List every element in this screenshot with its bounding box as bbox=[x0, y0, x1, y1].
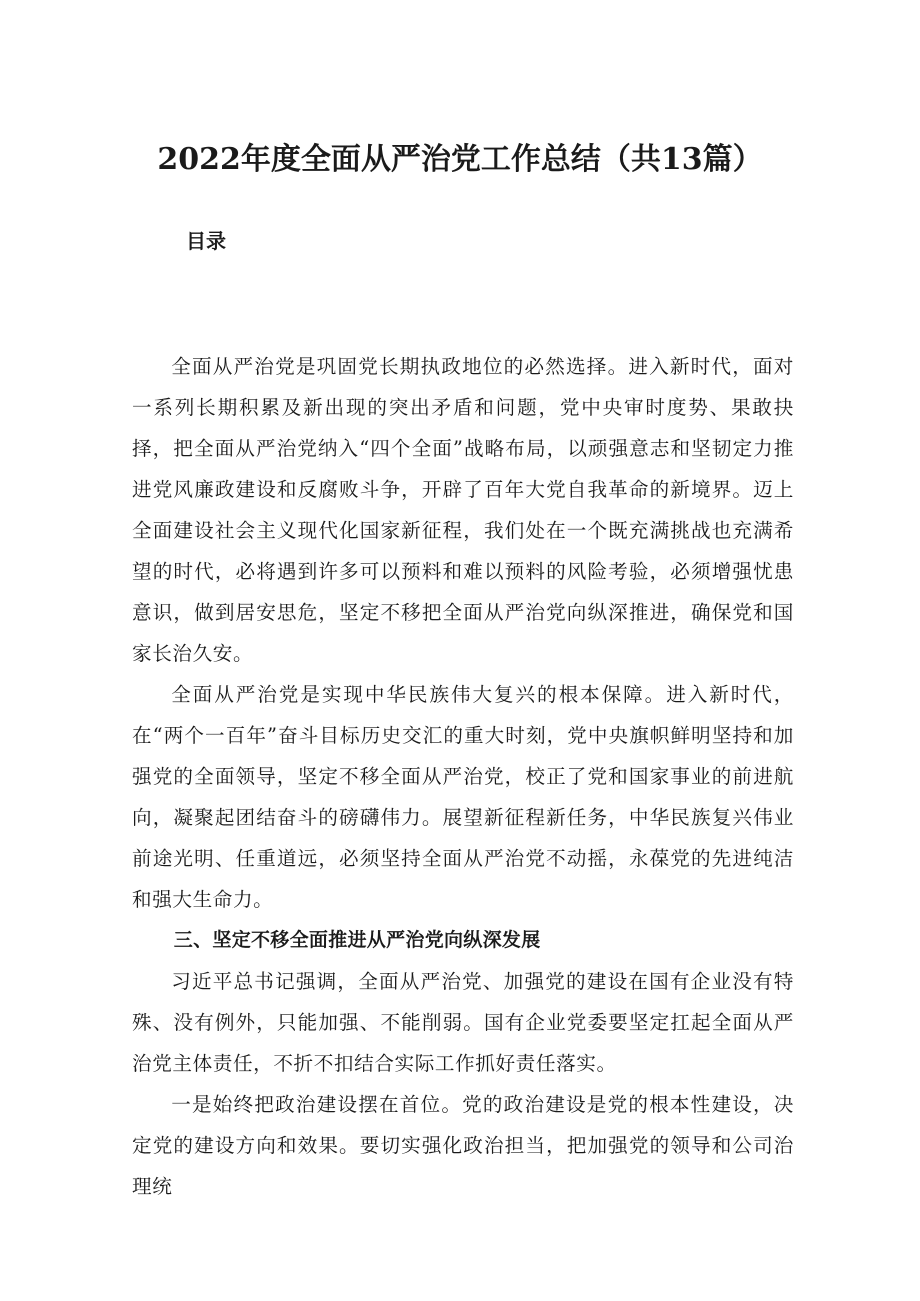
paragraph-2: 全面从严治党是实现中华民族伟大复兴的根本保障。进入新时代，在“两个一百年”奋斗目标历史交汇的重大时刻，党中央旗帜鲜明坚持和加强党的全面领导，坚定不移全面从严治党，校正了党和国家事业的前进航向，凝聚起团结奋斗的磅礴伟力。展望新征程新任务，中华民族复兴伟业前途光明、任重道远，必须坚持全面从严治党不动摇，永葆党的先进纯洁和强大生命力。 bbox=[132, 683, 794, 911]
toc-heading: 目录 bbox=[186, 229, 226, 253]
section-paragraph-2: 一是始终把政治建设摆在首位。党的政治建设是党的根本性建设，决定党的建设方向和效果。要切实强化政治担当，把加强党的领导和公司治理统 bbox=[132, 1093, 794, 1198]
section-paragraph-1: 习近平总书记强调，全面从严治党、加强党的建设在国有企业没有特殊、没有例外，只能加强、不能削弱。国有企业党委要坚定扛起全面从严治党主体责任，不折不扣结合实际工作抓好责任落实。 bbox=[132, 970, 794, 1075]
paragraph-1: 全面从严治党是巩固党长期执政地位的必然选择。进入新时代，面对一系列长期积累及新出现的突出矛盾和问题，党中央审时度势、果敢抉择，把全面从严治党纳入“四个全面”战略布局，以顽强意志和坚韧定力推进党风廉政建设和反腐败斗争，开辟了百年大党自我革命的新境界。迈上全面建设社会主义现代化国家新征程，我们处在一个既充满挑战也充满希望的时代，必将遇到许多可以预料和难以预料的风险考验，必须增强忧患意识，做到居安思危，坚定不移把全面从严治党向纵深推进，确保党和国家长治久安。 bbox=[132, 355, 794, 665]
section-heading: 三、坚定不移全面推进从严治党向纵深发展 bbox=[173, 929, 541, 951]
document-body bbox=[132, 346, 794, 1207]
document-title: 2022年度全面从严治党工作总结（共13篇） bbox=[157, 142, 763, 177]
